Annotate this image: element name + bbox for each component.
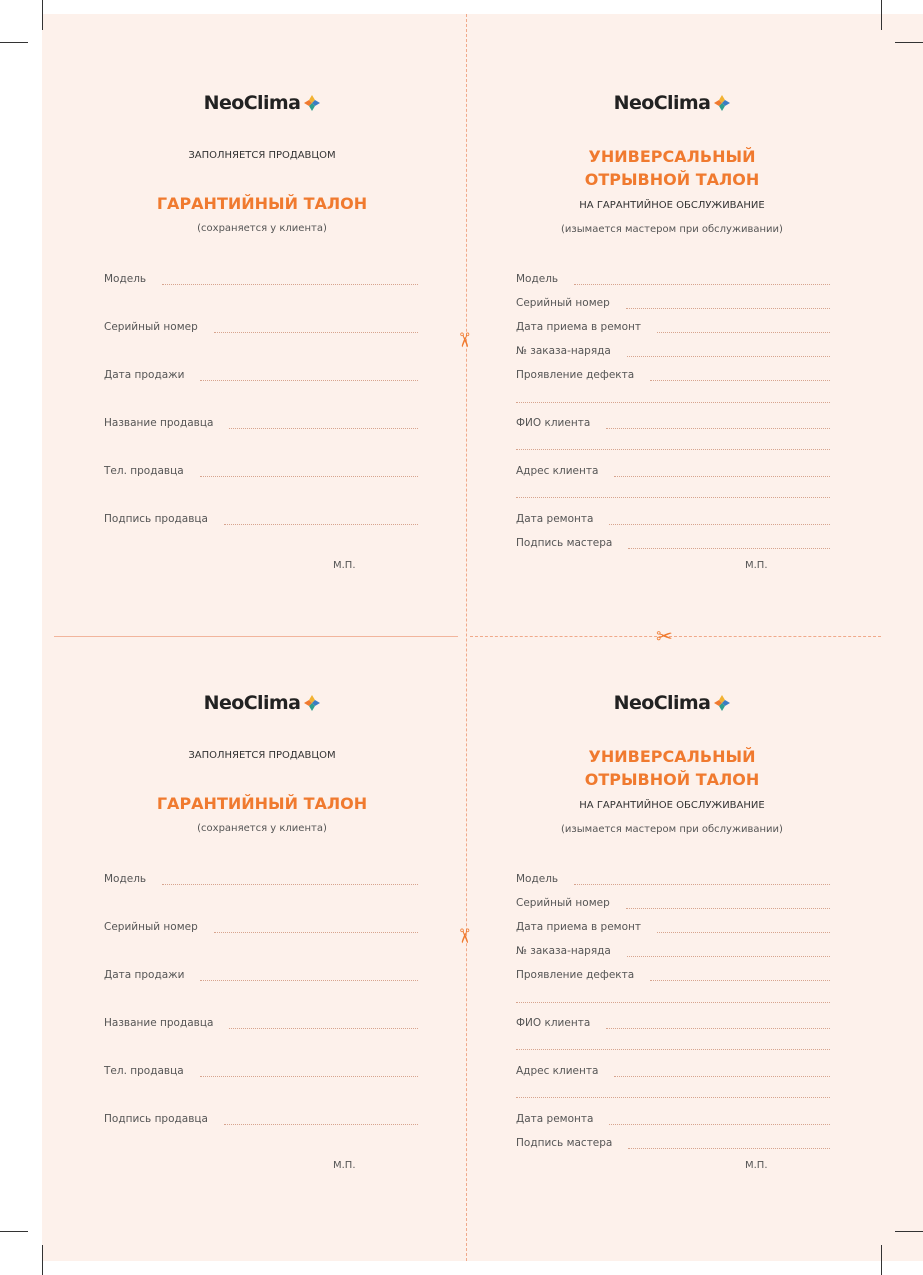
stamp-mark: М.П. xyxy=(333,560,356,571)
withdrawn-note: (изымается мастером при обслуживании) xyxy=(561,224,783,235)
field-label: Дата ремонта xyxy=(516,1113,594,1125)
field-label: Дата приема в ремонт xyxy=(516,921,642,933)
field-fill-line[interactable] xyxy=(229,1020,418,1029)
form-field-row[interactable] xyxy=(516,343,830,357)
field-fill-line[interactable] xyxy=(650,972,830,981)
crop-mark xyxy=(0,1231,28,1232)
filled-by-seller-label: ЗАПОЛНЯЕТСЯ ПРОДАВЦОМ xyxy=(188,150,336,161)
field-label: Подпись продавца xyxy=(104,1113,208,1125)
crop-mark xyxy=(0,42,28,43)
brand-logo xyxy=(462,92,882,120)
field-label: Название продавца xyxy=(104,1017,214,1029)
crop-mark xyxy=(881,1245,882,1275)
field-label: Подпись продавца xyxy=(104,513,208,525)
field-fill-line[interactable] xyxy=(650,372,830,381)
service-title-line1: УНИВЕРСАЛЬНЫЙ xyxy=(588,747,756,766)
field-label: Название продавца xyxy=(104,417,214,429)
brand-name: NeoClima xyxy=(203,692,301,714)
form-field-row[interactable] xyxy=(104,1015,418,1029)
form-field-row[interactable] xyxy=(516,1135,830,1149)
field-fill-line[interactable] xyxy=(614,1068,830,1077)
field-label: Дата ремонта xyxy=(516,513,594,525)
field-fill-line[interactable] xyxy=(200,468,418,477)
field-fill-line[interactable] xyxy=(627,348,830,357)
service-tear-off-card xyxy=(462,614,882,1214)
form-field-row[interactable] xyxy=(516,319,830,333)
field-label: Тел. продавца xyxy=(104,465,184,477)
stamp-mark: М.П. xyxy=(333,1160,356,1171)
field-label: № заказа-наряда xyxy=(516,945,611,957)
stamp-mark: М.П. xyxy=(745,560,768,571)
field-label: Адрес клиента xyxy=(516,465,599,477)
form-field-row[interactable] xyxy=(104,463,418,477)
form-field-row[interactable] xyxy=(516,895,830,909)
field-label: ФИО клиента xyxy=(516,417,591,429)
field-fill-line[interactable] xyxy=(200,972,418,981)
field-label: Серийный номер xyxy=(104,321,198,333)
brand-name: NeoClima xyxy=(203,92,301,114)
field-fill-line[interactable] xyxy=(229,420,418,429)
brand-name: NeoClima xyxy=(613,692,711,714)
warranty-title: ГАРАНТИЙНЫЙ ТАЛОН xyxy=(156,794,368,813)
form-field-row[interactable] xyxy=(516,967,830,981)
form-field-row[interactable] xyxy=(104,967,418,981)
extra-fill-line[interactable] xyxy=(516,1097,830,1098)
form-field-row[interactable] xyxy=(516,415,830,429)
form-field-row[interactable] xyxy=(104,1111,418,1125)
neoclima-diamond-icon xyxy=(304,695,320,711)
form-field-row[interactable] xyxy=(104,511,418,525)
form-field-row[interactable] xyxy=(516,943,830,957)
field-fill-line[interactable] xyxy=(214,324,418,333)
neoclima-diamond-icon xyxy=(714,95,730,111)
field-fill-line[interactable] xyxy=(224,1116,418,1125)
field-fill-line[interactable] xyxy=(200,372,418,381)
warranty-card xyxy=(52,14,477,614)
service-subtitle: НА ГАРАНТИЙНОЕ ОБСЛУЖИВАНИЕ xyxy=(579,200,765,211)
service-title-line2: ОТРЫВНОЙ ТАЛОН xyxy=(584,170,760,189)
field-label: Серийный номер xyxy=(516,897,610,909)
field-fill-line[interactable] xyxy=(606,1020,830,1029)
field-fill-line[interactable] xyxy=(614,468,830,477)
field-label: Адрес клиента xyxy=(516,1065,599,1077)
form-field-row[interactable] xyxy=(104,319,418,333)
extra-fill-line[interactable] xyxy=(516,497,830,498)
field-fill-line[interactable] xyxy=(657,924,830,933)
field-fill-line[interactable] xyxy=(628,540,830,549)
form-field-row[interactable] xyxy=(104,919,418,933)
field-label: Тел. продавца xyxy=(104,1065,184,1077)
field-fill-line[interactable] xyxy=(626,300,830,309)
form-field-row[interactable] xyxy=(516,871,830,885)
brand-logo xyxy=(462,692,882,720)
field-label: Дата продажи xyxy=(104,969,185,981)
extra-fill-line[interactable] xyxy=(516,402,830,403)
form-field-row[interactable] xyxy=(516,271,830,285)
crop-mark xyxy=(895,42,923,43)
field-fill-line[interactable] xyxy=(162,276,418,285)
service-title-line1: УНИВЕРСАЛЬНЫЙ xyxy=(588,147,756,166)
form-field-row[interactable] xyxy=(104,871,418,885)
field-fill-line[interactable] xyxy=(162,876,418,885)
form-field-row[interactable] xyxy=(104,1063,418,1077)
form-field-row[interactable] xyxy=(104,367,418,381)
form-field-row[interactable] xyxy=(516,1015,830,1029)
form-field-row[interactable] xyxy=(516,367,830,381)
service-title-line2: ОТРЫВНОЙ ТАЛОН xyxy=(584,770,760,789)
form-field-row[interactable] xyxy=(516,535,830,549)
field-label: Проявление дефекта xyxy=(516,969,635,981)
neoclima-diamond-icon xyxy=(714,695,730,711)
form-field-row[interactable] xyxy=(104,271,418,285)
field-fill-line[interactable] xyxy=(214,924,418,933)
form-field-row[interactable] xyxy=(516,511,830,525)
service-tear-off-card xyxy=(462,14,882,614)
field-fill-line[interactable] xyxy=(626,900,830,909)
field-fill-line[interactable] xyxy=(627,948,830,957)
scissors-icon: ✂ xyxy=(452,927,477,945)
form-field-row[interactable] xyxy=(516,919,830,933)
field-fill-line[interactable] xyxy=(628,1140,830,1149)
field-label: Модель xyxy=(516,273,559,285)
brand-name: NeoClima xyxy=(613,92,711,114)
keep-note: (сохраняется у клиента) xyxy=(197,823,327,834)
stamp-mark: М.П. xyxy=(745,1160,768,1171)
field-label: Подпись мастера xyxy=(516,537,613,549)
scissors-icon: ✂ xyxy=(452,331,477,349)
field-label: Проявление дефекта xyxy=(516,369,635,381)
field-label: Серийный номер xyxy=(516,297,610,309)
field-label: Подпись мастера xyxy=(516,1137,613,1149)
field-fill-line[interactable] xyxy=(200,1068,418,1077)
field-label: ФИО клиента xyxy=(516,1017,591,1029)
field-label: Модель xyxy=(104,873,147,885)
field-fill-line[interactable] xyxy=(609,516,830,525)
keep-note: (сохраняется у клиента) xyxy=(197,223,327,234)
crop-mark xyxy=(42,1245,43,1275)
warranty-card xyxy=(52,614,477,1214)
scissors-icon: ✂ xyxy=(656,624,673,648)
field-label: № заказа-наряда xyxy=(516,345,611,357)
field-fill-line[interactable] xyxy=(657,324,830,333)
warranty-title: ГАРАНТИЙНЫЙ ТАЛОН xyxy=(156,194,368,213)
field-fill-line[interactable] xyxy=(609,1116,830,1125)
field-label: Модель xyxy=(104,273,147,285)
withdrawn-note: (изымается мастером при обслуживании) xyxy=(561,824,783,835)
extra-fill-line[interactable] xyxy=(516,1049,830,1050)
form-field-row[interactable] xyxy=(516,1111,830,1125)
brand-logo xyxy=(52,692,472,720)
field-fill-line[interactable] xyxy=(574,876,830,885)
form-field-row[interactable] xyxy=(516,1063,830,1077)
extra-fill-line[interactable] xyxy=(516,1002,830,1003)
service-subtitle: НА ГАРАНТИЙНОЕ ОБСЛУЖИВАНИЕ xyxy=(579,800,765,811)
field-label: Дата продажи xyxy=(104,369,185,381)
field-label: Серийный номер xyxy=(104,921,198,933)
brand-logo xyxy=(52,92,472,120)
field-fill-line[interactable] xyxy=(224,516,418,525)
crop-mark xyxy=(42,0,43,30)
field-label: Дата приема в ремонт xyxy=(516,321,642,333)
form-field-row[interactable] xyxy=(516,295,830,309)
field-label: Модель xyxy=(516,873,559,885)
extra-fill-line[interactable] xyxy=(516,449,830,450)
crop-mark xyxy=(895,1231,923,1232)
field-fill-line[interactable] xyxy=(606,420,830,429)
form-field-row[interactable] xyxy=(516,463,830,477)
filled-by-seller-label: ЗАПОЛНЯЕТСЯ ПРОДАВЦОМ xyxy=(188,750,336,761)
field-fill-line[interactable] xyxy=(574,276,830,285)
form-field-row[interactable] xyxy=(104,415,418,429)
neoclima-diamond-icon xyxy=(304,95,320,111)
